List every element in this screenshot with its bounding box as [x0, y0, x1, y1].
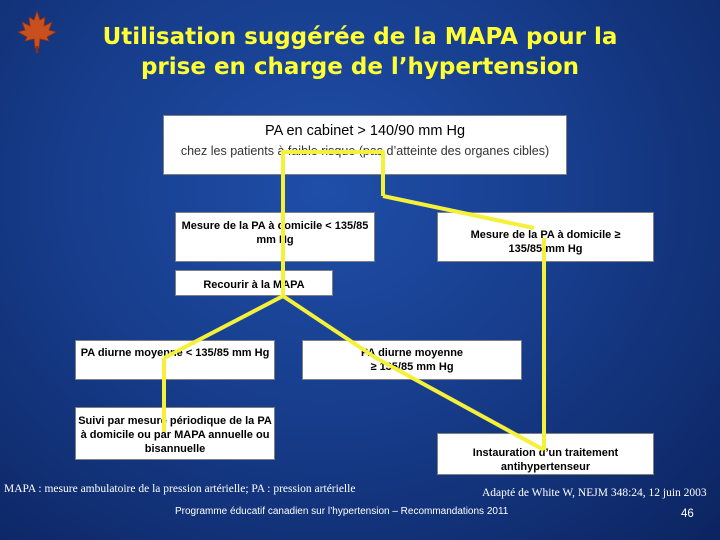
node-recourir-mapa: Recourir à la MAPA: [175, 270, 333, 296]
node-mesure-ge-value: 135/85 mm Hg: [508, 243, 583, 255]
connector-cabinet-to-mesure: [283, 152, 383, 196]
node-instauration: Instauration d’un traitement antihypertenseur: [437, 433, 654, 475]
node-suivi: Suivi par mesure périodique de la PA à domicile ou par MAPA annuelle ou bisannuelle: [75, 407, 275, 460]
connector-recourir-to-diurne-ge: [283, 296, 376, 358]
source-credit: Adapté de White W, NEJM 348:24, 12 juin 2003: [482, 487, 707, 499]
node-mesure-ge-symbol: ≥: [614, 229, 621, 241]
title-line-1: Utilisation suggérée de la MAPA pour la: [102, 24, 618, 50]
node-pa-diurne-ge-text: PA diurne moyenne: [360, 347, 464, 359]
node-pa-cabinet-main: PA en cabinet > 140/90 mm Hg: [264, 123, 466, 139]
node-pa-diurne-lt: PA diurne moyenne < 135/85 mm Hg: [75, 340, 275, 380]
node-mesure-lt: Mesure de la PA à domicile < 135/85 mm Hg: [175, 212, 375, 262]
program-footer: Programme éducatif canadien sur l’hypertension – Recommandations 2011: [175, 506, 509, 517]
connector-diurne-ge-to-instauration: [376, 358, 544, 450]
abbreviation-footnote: MAPA : mesure ambulatoire de la pression artérielle; PA : pression artérielle: [4, 483, 356, 495]
connector-recourir-to-diurne-lt: [164, 296, 283, 358]
node-pa-diurne-ge-symbol: ≥: [370, 361, 377, 373]
page-number: 46: [681, 508, 694, 520]
title-line-2: prise en charge de l’hypertension: [140, 54, 580, 80]
node-pa-diurne-ge-value: 135/85 mm Hg: [379, 361, 454, 373]
connector-split-right: [383, 196, 534, 228]
node-mesure-ge-text: Mesure de la PA à domicile: [470, 229, 612, 241]
node-pa-cabinet-sub: chez les patients à faible risque (pas d’atteinte des organes cibles): [180, 144, 550, 158]
